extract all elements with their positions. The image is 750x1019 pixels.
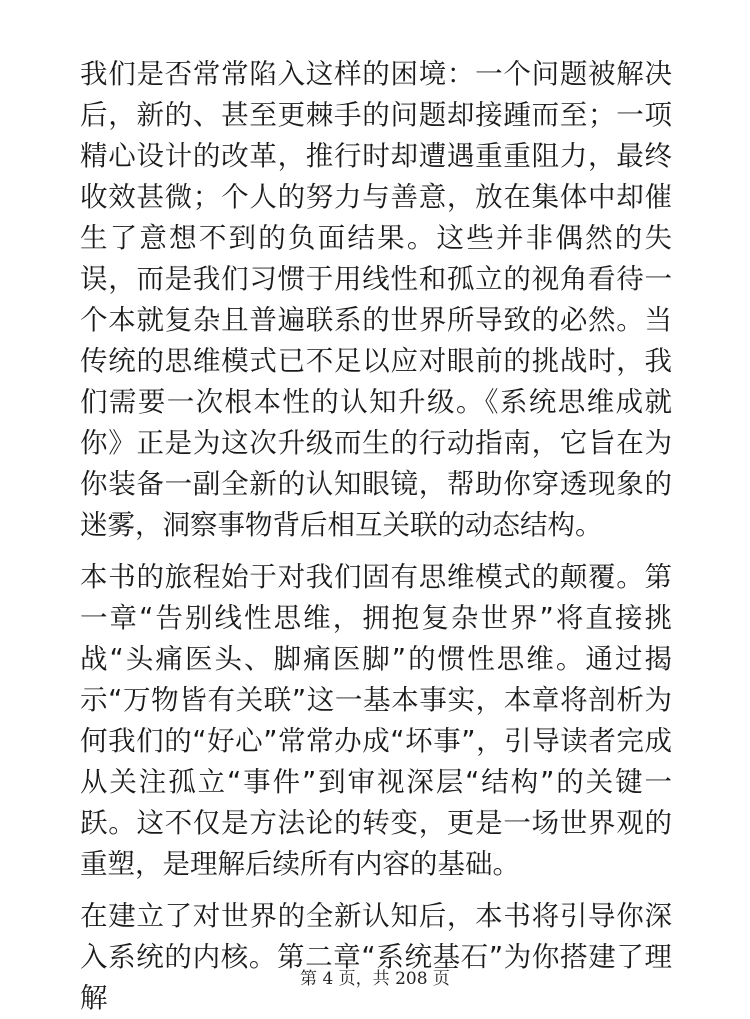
paragraph-3: 在建立了对世界的全新认知后，本书将引导你深入系统的内核。第二章“系统基石”为你搭建了理解 [80,900,672,1014]
paragraph-1: 我们是否常常陷入这样的困境：一个问题被解决后，新的、甚至更棘手的问题却接踵而至；一项精心设计的改革，推行时却遭遇重重阻力，最终收效甚微；个人的努力与善意，放在集体中却催生了意想不到的负面结果。这些并非偶然的失误，而是我们习惯于用线性和孤立的视角看待一个本就复杂且普遍联系的世界所导致的必然。当传统的思维模式已不足以应对眼前的挑战时，我们需要一次根本性的认知升级。《系统思维成就你》正是为这次升级而生的行动指南，它旨在为你装备一副全新的认知眼镜，帮助你穿透现象的迷雾，洞察事物背后相互关联的动态结构。 [80,58,672,541]
page-number-footer: 第 4 页，共 208 页 [300,969,450,989]
body-text [80,54,672,1019]
paragraph-2: 本书的旅程始于对我们固有思维模式的颠覆。第一章“告别线性思维，拥抱复杂世界”将直接挑战“头痛医头、脚痛医脚”的惯性思维。通过揭示“万物皆有关联”这一基本事实，本章将剖析为何我们的“好心”常常办成“坏事”，引导读者完成从关注孤立“事件”到审视深层“结构”的关键一跃。这不仅是方法论的转变，更是一场世界观的重塑，是理解后续所有内容的基础。 [80,561,672,880]
